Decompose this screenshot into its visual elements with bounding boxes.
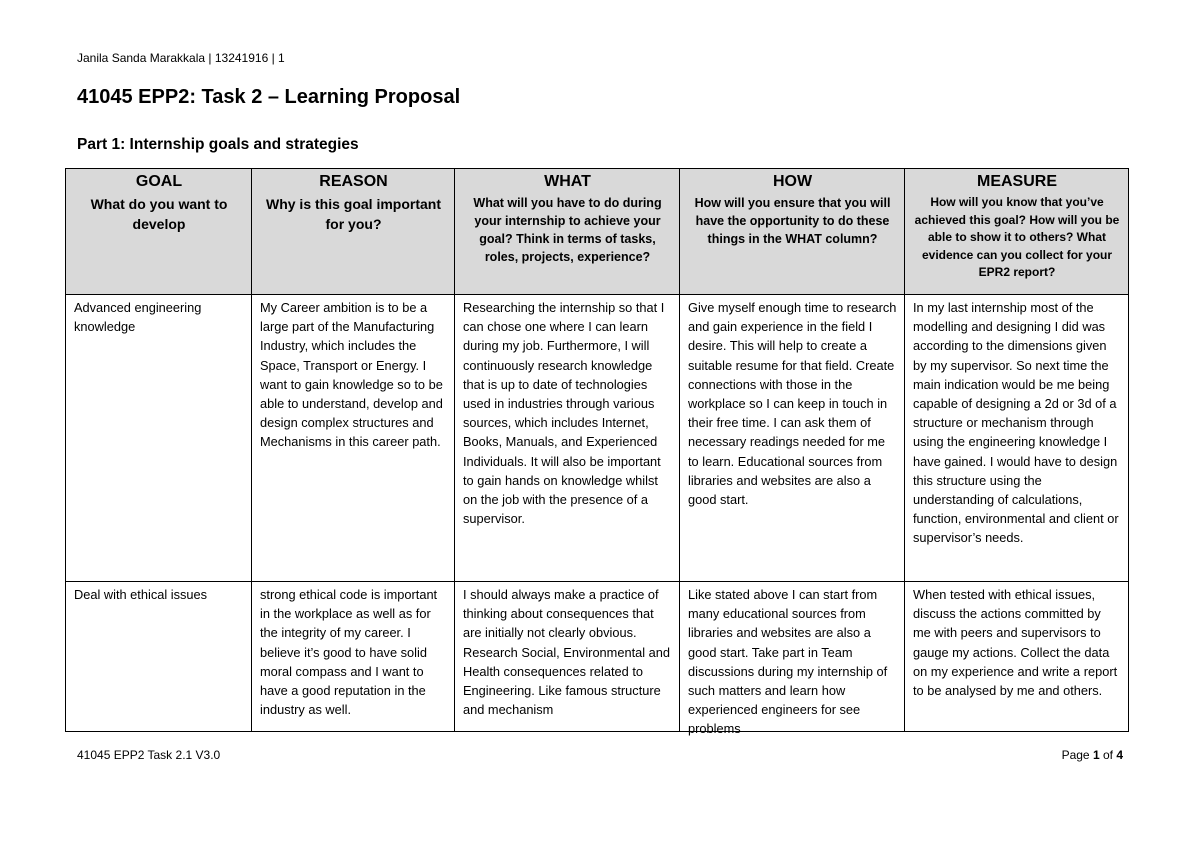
column-subtitle: How will you ensure that you will have the opportunity to do these things in the WHAT column? — [694, 196, 891, 246]
column-title: WHAT — [544, 173, 591, 190]
footer-doc-version: 41045 EPP2 Task 2.1 V3.0 — [77, 748, 221, 762]
column-header-reason — [252, 169, 455, 295]
reason-cell — [252, 582, 455, 732]
cell-text: Advanced engineering knowledge — [74, 300, 202, 335]
column-title: HOW — [772, 173, 813, 190]
column-header-goal — [66, 169, 252, 295]
section-title: Part 1: Internship goals and strategies — [77, 136, 359, 153]
cell-text: Deal with ethical issues — [74, 587, 208, 602]
cell-text: Researching the internship so that I can chose one where I can learn during my job. Furthermore, I will continuously research knowledge that is up to date of technologies used in industries through various sources, which includes Internet, Books, Manuals, and Experienced Individuals. It will also be important to gain hands on knowledge whilst on the job with the presence of a supervisor. — [463, 300, 665, 527]
how-cell — [680, 582, 905, 737]
column-subtitle: What will you have to do during your internship to achieve your goal? Think in terms of tasks, roles, projects, experience? — [473, 196, 662, 264]
column-header-measure — [905, 169, 1129, 295]
column-title: REASON — [319, 173, 388, 190]
column-title: MEASURE — [976, 173, 1057, 190]
column-subtitle: How will you know that you’ve achieved this goal? How will you be able to show it to others? What evidence can you collect for your EPR2 report? — [914, 195, 1120, 279]
table-row — [66, 295, 1129, 582]
how-cell — [680, 295, 905, 582]
column-header-how — [680, 169, 905, 295]
cell-text: My Career ambition is to be a large part of the Manufacturing Industry, which includes the Space, Transport or Energy. I want to gain knowledge so to be able to understand, develop and design complex structures and Mechanisms in this career path. — [260, 300, 443, 450]
column-title: GOAL — [135, 173, 183, 190]
cell-text: Give myself enough time to research and gain experience in the field I desire. This will help to create a suitable resume for that field. Create connections with those in the workplace so I can keep in touch in their free time. I can ask them of necessary readings needed for me to learn. Educational sources from libraries and websites are also a good start. — [688, 300, 897, 508]
column-subtitle: Why is this goal important for you? — [265, 196, 441, 232]
of-label: of — [1099, 748, 1117, 762]
what-cell — [455, 582, 680, 732]
column-subtitle: What do you want to develop — [90, 196, 228, 232]
cell-text: When tested with ethical issues, discuss the actions committed by me with peers and supervisors to gauge my actions. Collect the data on my experience and write a report to be analysed by me and others. — [913, 587, 1118, 699]
goal-cell — [66, 295, 252, 582]
footer-page-number — [1062, 748, 1123, 762]
cell-text: Like stated above I can start from many educational sources from libraries and websites are also a good start. Take part in Team discussions during my internship of such matters and learn how experienced engineers for see problems — [688, 587, 888, 737]
page-total: 4 — [1116, 748, 1123, 762]
table-header-row — [66, 169, 1129, 295]
reason-cell — [252, 295, 455, 582]
page-current: 1 — [1092, 748, 1100, 762]
page-header: Janila Sanda Marakkala | 13241916 | 1 — [77, 51, 285, 65]
measure-cell — [905, 295, 1129, 582]
what-cell — [455, 295, 680, 582]
learning-proposal-table — [65, 168, 1129, 737]
page-label: Page — [1061, 748, 1093, 762]
document-title: 41045 EPP2: Task 2 – Learning Proposal — [77, 86, 461, 108]
cell-text: In my last internship most of the modelling and designing I did was according to the dimensions given by my supervisor. So next time the main indication would be me being capable of designing a 2d or 3d of a structure or mechanism through using the engineering knowledge I have gained. I would have to design this structure using the understanding of calculations, function, environmental and client or supervisor’s needs. — [913, 300, 1119, 546]
goal-cell — [66, 582, 252, 732]
cell-text: strong ethical code is important in the workplace as well as for the integrity of my career. I believe it’s good to have solid moral compass and I want to have a good reputation in the industry as well. — [260, 587, 438, 718]
cell-text: I should always make a practice of thinking about consequences that are initially not clearly obvious. Research Social, Environmental and Health consequences related to Engineering. Like famous structure and mechanism — [463, 587, 670, 718]
column-header-what — [455, 169, 680, 295]
measure-cell — [905, 582, 1129, 732]
table-row — [66, 582, 1129, 732]
